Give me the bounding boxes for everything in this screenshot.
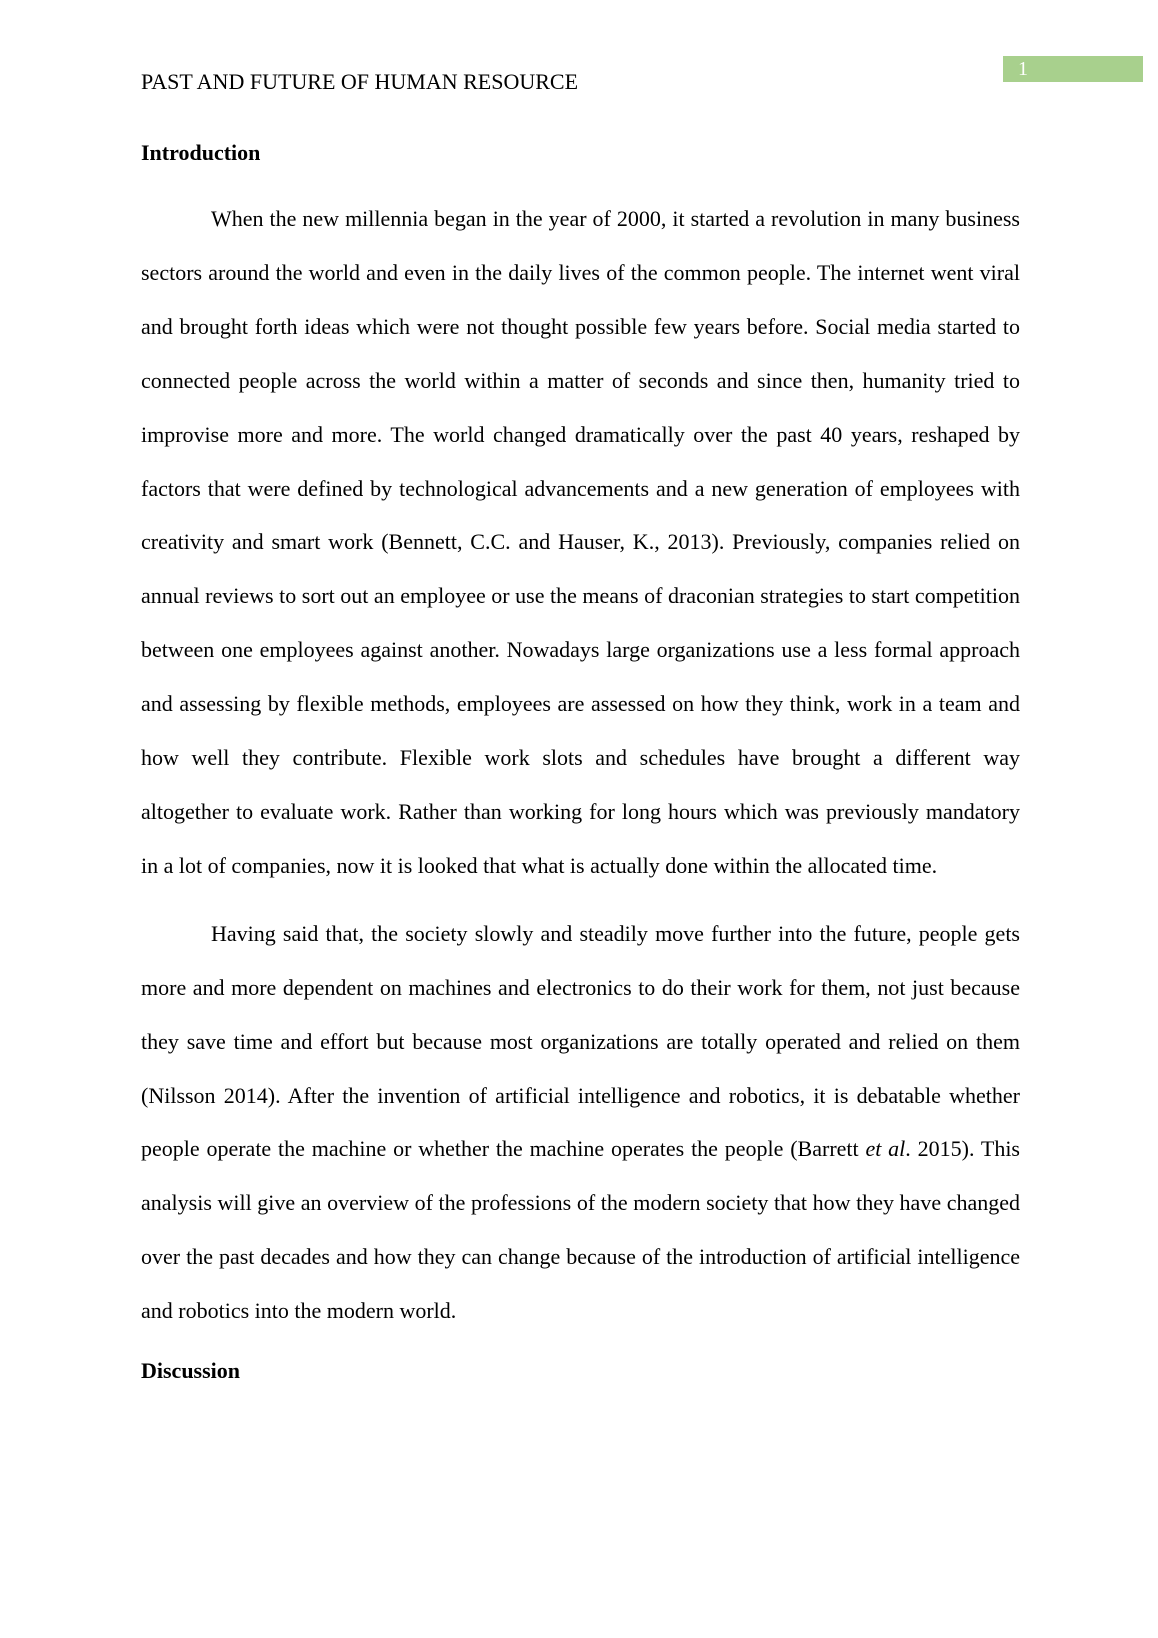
introduction-paragraph-2 xyxy=(141,907,1020,1338)
paragraph-2-text-a: Having said that, the society slowly and steadily move further into the future, people gets more and more dependent on machines and electronics to do their work for them, not just because they save time and effort but because most organizations are totally operated and relied on them (Nilsson 2014). After the invention of artificial intelligence and robotics, it is debatable whether people operate the machine or whether the machine operates the people (Barrett xyxy=(141,920,1020,1162)
page-number: 1 xyxy=(1003,56,1143,82)
running-head-title: PAST AND FUTURE OF HUMAN RESOURCE xyxy=(141,69,579,94)
discussion-heading: Discussion xyxy=(141,1358,241,1384)
citation-et-al: et al xyxy=(865,1136,906,1162)
document-body xyxy=(141,136,1020,1388)
paragraph-2-text-b: . 2015). This analysis will give an overview of the professions of the modern society that how they have changed over the past decades and how they can change because of the introduction of artificial intelligence and robotics into the modern world. xyxy=(141,1136,1020,1324)
introduction-paragraph-1: When the new millennia began in the year of 2000, it started a revolution in many business sectors around the world and even in the daily lives of the common people. The internet went viral and brought forth ideas which were not thought possible few years before. Social media started to connected people across the world within a matter of seconds and since then, humanity tried to improvise more and more. The world changed dramatically over the past 40 years, reshaped by factors that were defined by technological advancements and a new generation of employees with creativity and smart work (Bennett, C.C. and Hauser, K., 2013). Previously, companies relied on annual reviews to sort out an employee or use the means of draconian strategies to start competition between one employees against another. Nowadays large organizations use a less formal approach and assessing by flexible methods, employees are assessed on how they think, work in a team and how well they contribute. Flexible work slots and schedules have brought a different way altogether to evaluate work. Rather than working for long hours which was previously mandatory in a lot of companies, now it is looked that what is actually done within the allocated time. xyxy=(141,206,1020,878)
introduction-heading: Introduction xyxy=(141,140,261,165)
